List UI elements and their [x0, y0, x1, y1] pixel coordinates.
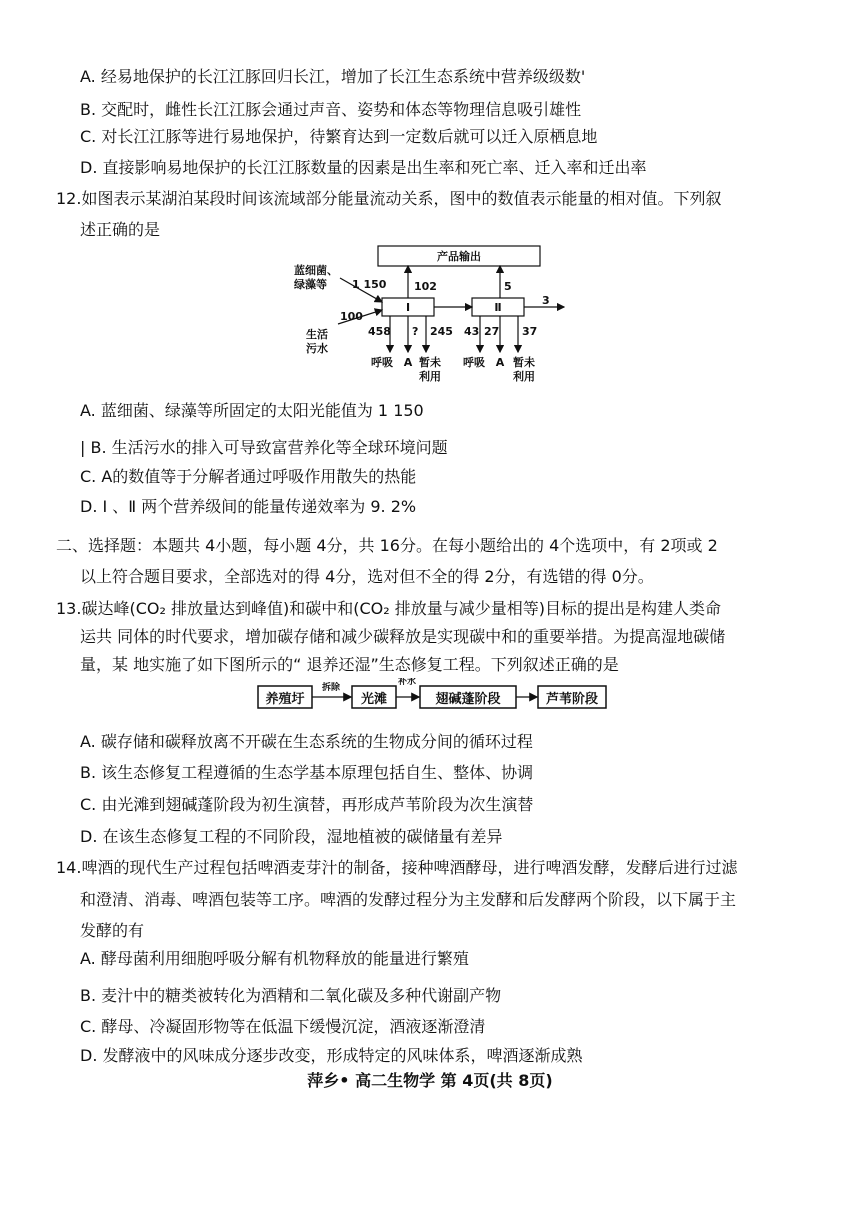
q13-stem-line3: 量，某 地实施了如下图所示的“ 退养还湿”生态修复工程。下列叙述正确的是	[80, 655, 619, 674]
q13-stem-line2: 运共 同体的时代要求，增加碳存储和减少碳释放是实现碳中和的重要举措。为提高湿地碳储	[80, 627, 726, 646]
source1-label-1: 蓝细菌、	[294, 264, 338, 277]
q11-option-d: D. 直接影响易地保护的长江江豚数量的因素是出生率和死亡率、迁入率和迁出率	[80, 158, 647, 177]
q11-option-c: C. 对长江江豚等进行易地保护，待繁育达到一定数后就可以迁入原栖息地	[80, 127, 598, 146]
l1-unused-label-2: 利用	[419, 370, 441, 383]
output-box-label: 产品输出	[437, 250, 481, 263]
value-37: 37	[522, 325, 538, 338]
flow-box-reed-label: 芦苇阶段	[545, 692, 599, 707]
page-footer: 萍乡• 高二生物学 第 4页(共 8页)	[307, 1071, 553, 1090]
level2-label: Ⅱ	[494, 301, 502, 314]
flow-arrow-1-label: 拆除	[321, 683, 341, 693]
value-245: 245	[430, 325, 453, 338]
value-5: 5	[504, 280, 512, 293]
q14-option-d: D. 发酵液中的风味成分逐步改变，形成特定的风味体系，啤酒逐渐成熟	[80, 1046, 583, 1065]
flow-box-suaeda-label: 翅碱蓬阶段	[435, 692, 501, 707]
value-3: 3	[542, 294, 550, 307]
q14-option-c: C. 酵母、冷凝固形物等在低温下缓慢沉淀，酒液逐渐澄清	[80, 1017, 486, 1036]
section2-header-line1: 二、选择题：本题共 4小题，每小题 4分，共 16分。在每小题给出的 4个选项中，有 2项或 2	[56, 536, 718, 555]
q14-stem-line1: 14.啤酒的现代生产过程包括啤酒麦芽汁的制备，接种啤酒酵母，进行啤酒发酵，发酵后进行过滤	[56, 858, 738, 877]
level1-label: Ⅰ	[405, 301, 411, 314]
l2-unused-label-2: 利用	[513, 370, 535, 383]
value-1150: 1 150	[352, 278, 387, 291]
source2-label-1: 生活	[306, 328, 328, 341]
q11-option-b: B. 交配时，雌性长江江豚会通过声音、姿势和体态等物理信息吸引雄性	[80, 100, 582, 119]
section2-header-line2: 以上符合题目要求，全部选对的得 4分，选对但不全的得 2分，有选错的得 0分。	[80, 567, 654, 586]
q12-option-c: C. A的数值等于分解者通过呼吸作用散失的热能	[80, 467, 417, 486]
l2-resp-label: 呼吸	[463, 356, 485, 369]
q12-stem-line2: 述正确的是	[80, 220, 161, 239]
q13-option-b: B. 该生态修复工程遵循的生态学基本原理包括自生、整体、协调	[80, 763, 534, 782]
value-100: 100	[340, 310, 363, 323]
q13-option-c: C. 由光滩到翅碱蓬阶段为初生演替，再形成芦苇阶段为次生演替	[80, 795, 534, 814]
restoration-flow-diagram	[256, 678, 608, 712]
l2-unused-label-1: 暂未	[513, 356, 535, 369]
l1-resp-label: 呼吸	[371, 356, 393, 369]
q14-stem-line3: 发酵的有	[80, 921, 145, 940]
q14-option-a: A. 酵母菌利用细胞呼吸分解有机物释放的能量进行繁殖	[80, 949, 469, 968]
source1-label-2: 绿藻等	[294, 278, 327, 291]
l1-unused-label-1: 暂未	[419, 356, 441, 369]
flow-arrow-2-label: 补水	[397, 678, 417, 687]
value-102: 102	[414, 280, 437, 293]
q13-option-a: A. 碳存储和碳释放离不开碳在生态系统的生物成分间的循环过程	[80, 732, 533, 751]
energy-flow-diagram	[290, 240, 580, 390]
value-458: 458	[368, 325, 391, 338]
q14-option-b: B. 麦汁中的糖类被转化为酒精和二氧化碳及多种代谢副产物	[80, 986, 502, 1005]
value-unknown: ?	[412, 325, 419, 338]
l2-a-label: A	[495, 356, 505, 369]
l1-a-label: A	[403, 356, 413, 369]
q14-stem-line2: 和澄清、消毒、啤酒包装等工序。啤酒的发酵过程分为主发酵和后发酵两个阶段，以下属于主	[80, 890, 737, 909]
q13-option-d: D. 在该生态修复工程的不同阶段，湿地植被的碳储量有差异	[80, 827, 503, 846]
q12-stem-line1: 12.如图表示某湖泊某段时间该流域部分能量流动关系，图中的数值表示能量的相对值。下列叙	[56, 189, 722, 208]
q11-option-a: A. 经易地保护的长江江豚回归长江，增加了长江生态系统中营养级级数'	[80, 67, 586, 86]
flow-box-mudflat-label: 光滩	[360, 692, 388, 707]
q12-option-b: | B. 生活污水的排入可导致富营养化等全球环境问题	[80, 438, 448, 457]
value-27: 27	[484, 325, 500, 338]
q12-option-d: D. Ⅰ 、Ⅱ 两个营养级间的能量传递效率为 9. 2%	[80, 497, 417, 516]
flow-box-farm-label: 养殖圩	[265, 692, 305, 707]
value-43: 43	[464, 325, 480, 338]
source2-label-2: 污水	[306, 342, 328, 355]
q13-stem-line1: 13.碳达峰(CO₂ 排放量达到峰值)和碳中和(CO₂ 排放量与减少量相等)目标的提出是构建人类命	[56, 599, 721, 618]
q12-option-a: A. 蓝细菌、绿藻等所固定的太阳光能值为 1 150	[80, 401, 424, 420]
